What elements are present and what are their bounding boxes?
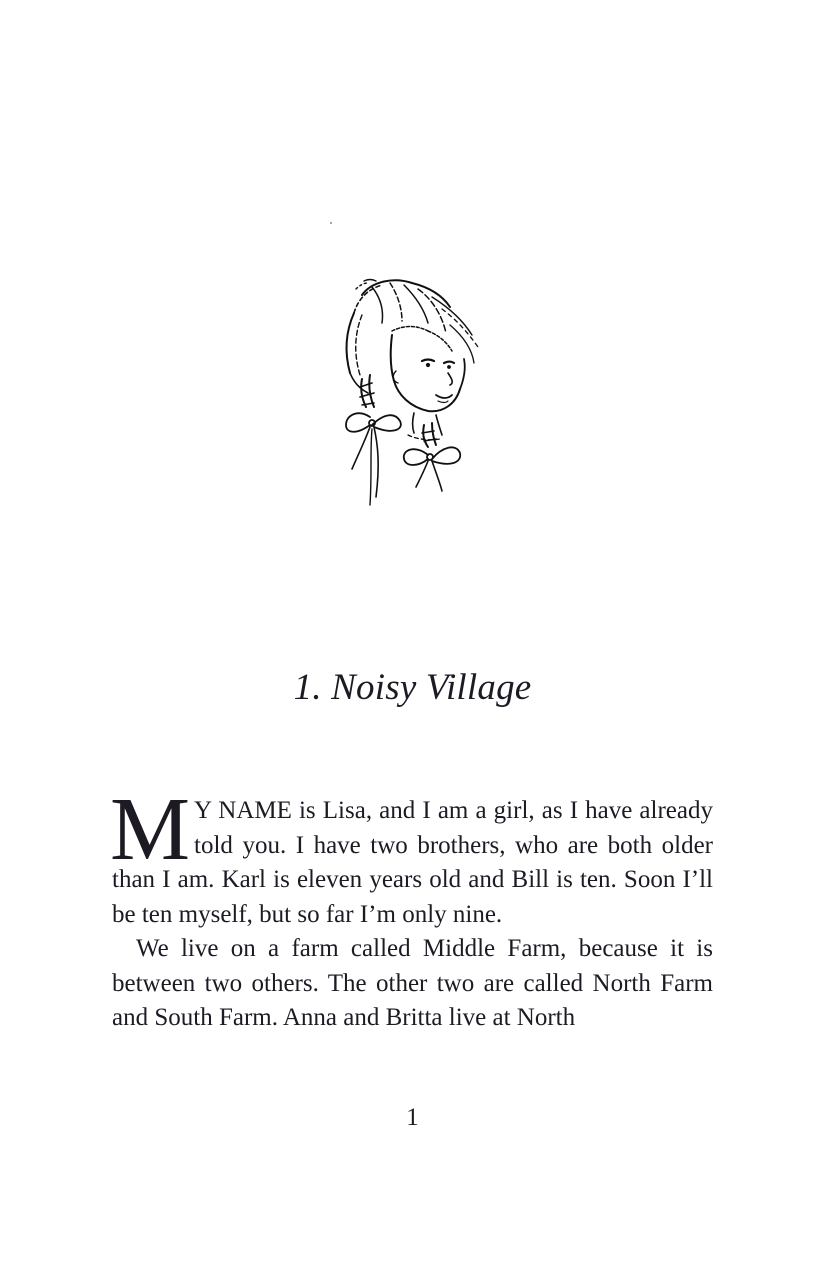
girl-with-braids-illustration: [332, 275, 492, 520]
page-number: 1: [406, 1104, 419, 1131]
paper-speck: [330, 222, 332, 224]
paragraph-2: We live on a farm called Middle Farm, because it is between two others. The other two are called North Farm and South Farm. Anna and Britta live at North: [112, 935, 713, 1031]
drop-cap: M: [110, 780, 191, 879]
paragraph-1: [110, 780, 713, 932]
chapter-title: 1. Noisy Village: [293, 667, 532, 708]
paragraph-1-text: Y NAME is Lisa, and I am a girl, as I have already told you. I have two brothers, who are both older than I am. Karl is eleven years old and Bill is ten. Soon I’ll be ten myself, but so far I’m only nine.: [112, 797, 713, 928]
body-text: [110, 780, 713, 1036]
